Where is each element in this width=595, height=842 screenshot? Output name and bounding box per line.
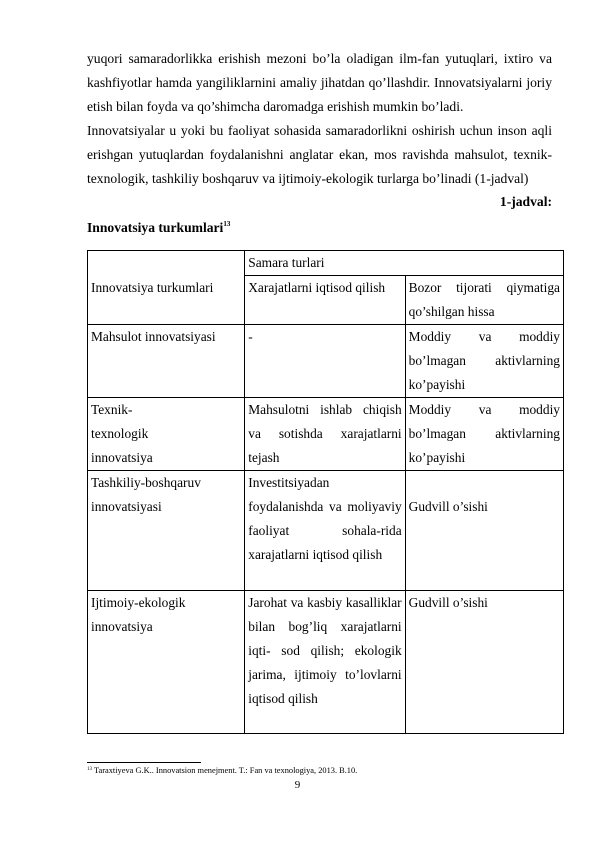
innovation-types-table xyxy=(87,250,564,734)
cell-cost: Jarohat va kasbiy kasalliklar bilan bog’liq xarajatlarni iqti- sod qilish; ekologik jarima, ijtimoiy to’lovlarni iqtisod qilish xyxy=(245,591,405,734)
footnote-number: 13 xyxy=(87,767,92,772)
cell-value: Gudvill o’sishi xyxy=(405,471,563,591)
body-paragraph-2: Innovatsiyalar u yoki bu faoliyat sohasida samaradorlikni oshirish uchun inson aqli erishgan yutuqlardan foydalanishni anglatar ekan, mos ravishda mahsulot, texnik-texnologik, tashkiliy boshqaruv va ijtimoiy-ekologik turlarga bo’linadi (1-jadval) xyxy=(87,123,552,186)
cell-type: Tashkiliy-boshqaruv innovatsiyasi xyxy=(88,471,245,591)
cell-value: Moddiy va moddiy bo’lmagan aktivlarning ko’payishi xyxy=(405,398,563,471)
footnote-separator xyxy=(87,762,201,763)
table-row xyxy=(88,471,564,591)
cell-type: Texnik-texnologik innovatsiya xyxy=(88,398,245,471)
header-market-value: Bozor tijorati qiymatiga qo’shilgan hissa xyxy=(405,276,563,325)
table-header-row xyxy=(88,251,564,276)
table-caption: 1-jadval: xyxy=(499,194,552,209)
footnote-ref: 13 xyxy=(223,220,231,228)
page-number: 9 xyxy=(294,779,301,791)
cell-cost: Mahsulotni ishlab chiqish va sotishda xarajatlarni tejash xyxy=(245,398,405,471)
header-cost-savings: Xarajatlarni iqtisod qilish xyxy=(245,276,405,325)
table-row xyxy=(88,325,564,398)
cell-cost: - xyxy=(245,325,405,398)
table-row xyxy=(88,398,564,471)
body-paragraph-1: yuqori samaradorlikka erishish mezoni bo’la oladigan ilm-fan yutuqlari, ixtiro va kashfiyotlar hamda yangiliklarnini amaliy jihatdan qo’llashdir. Innovatsiyalarni joriy etish bilan foyda va qo’shimcha daromadga erishish mumkin bo’ladi. xyxy=(87,51,552,114)
table-title xyxy=(87,220,230,236)
header-effect-types: Samara turlari xyxy=(245,251,564,276)
footnote xyxy=(87,766,357,775)
cell-value: Moddiy va moddiy bo’lmagan aktivlarning ko’payishi xyxy=(405,325,563,398)
footnote-text: Taraxtiyeva G.K.. Innovatsion menejment. T.: Fan va texnologiya, 2013. B.10. xyxy=(93,766,358,775)
header-innovation-types: Innovatsiya turkumlari xyxy=(88,251,245,325)
table-title-text: Innovatsiya turkumlari xyxy=(87,220,224,235)
cell-type: Mahsulot innovatsiyasi xyxy=(88,325,245,398)
table-row xyxy=(88,591,564,734)
cell-cost: Investitsiyadan foydalanishda va moliyaviy faoliyat sohala-rida xarajatlarni iqtisod qilish xyxy=(245,471,405,591)
cell-value: Gudvill o’sishi xyxy=(405,591,563,734)
cell-type: Ijtimoiy-ekologik innovatsiya xyxy=(88,591,245,734)
